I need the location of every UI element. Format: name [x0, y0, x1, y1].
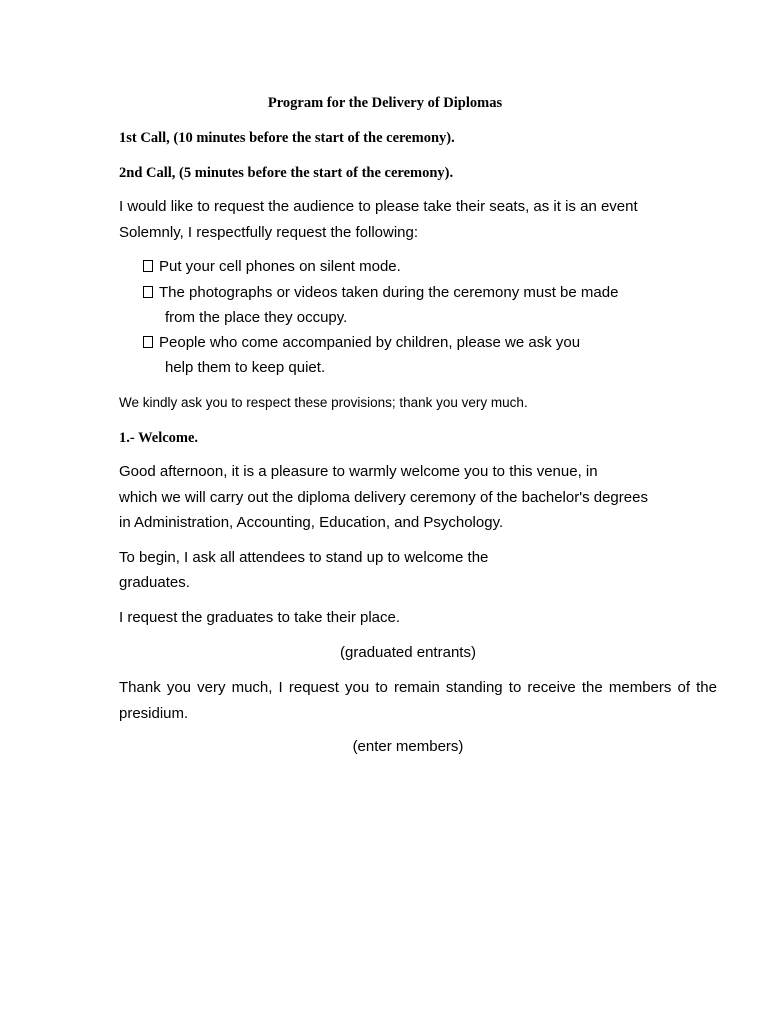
- begin-line-2: graduates.: [119, 574, 190, 591]
- document-title: Program for the Delivery of Diplomas: [267, 95, 503, 111]
- intro-line-2: Solemnly, I respectfully request the following:: [119, 224, 419, 241]
- bullet-item: [143, 334, 580, 352]
- checkbox-bullet-icon: [143, 336, 153, 348]
- request-graduates: I request the graduates to take their place.: [119, 609, 401, 626]
- stage-direction: (enter members): [352, 738, 464, 755]
- welcome-line-1: Good afternoon, it is a pleasure to warmly welcome you to this venue, in: [119, 463, 598, 480]
- bullet-item: [143, 284, 618, 302]
- checkbox-bullet-icon: [143, 286, 153, 298]
- bullet-continuation: help them to keep quiet.: [165, 359, 326, 376]
- presidium-line-2: presidium.: [119, 705, 189, 722]
- presidium-line-1: Thank you very much, I request you to remain standing to receive the members of the: [119, 679, 717, 696]
- provisions-note: We kindly ask you to respect these provisions; thank you very much.: [119, 395, 528, 410]
- bullet-item: [143, 258, 401, 276]
- bullet-text: People who come accompanied by children, please we ask you: [159, 334, 581, 351]
- welcome-line-2: which we will carry out the diploma delivery ceremony of the bachelor's degrees: [119, 489, 648, 506]
- bullet-text: The photographs or videos taken during the ceremony must be made: [159, 284, 619, 301]
- welcome-heading: 1.- Welcome.: [119, 430, 199, 446]
- bullet-continuation: from the place they occupy.: [165, 309, 348, 326]
- bullet-text: Put your cell phones on silent mode.: [159, 258, 401, 275]
- first-call: 1st Call, (10 minutes before the start of the ceremony).: [119, 130, 455, 146]
- begin-line-1: To begin, I ask all attendees to stand up to welcome the: [119, 549, 489, 566]
- stage-direction: (graduated entrants): [340, 644, 476, 661]
- second-call: 2nd Call, (5 minutes before the start of the ceremony).: [119, 165, 454, 181]
- welcome-line-3: in Administration, Accounting, Education, and Psychology.: [119, 514, 504, 531]
- checkbox-bullet-icon: [143, 260, 153, 272]
- intro-line-1: I would like to request the audience to please take their seats, as it is an event: [119, 198, 638, 215]
